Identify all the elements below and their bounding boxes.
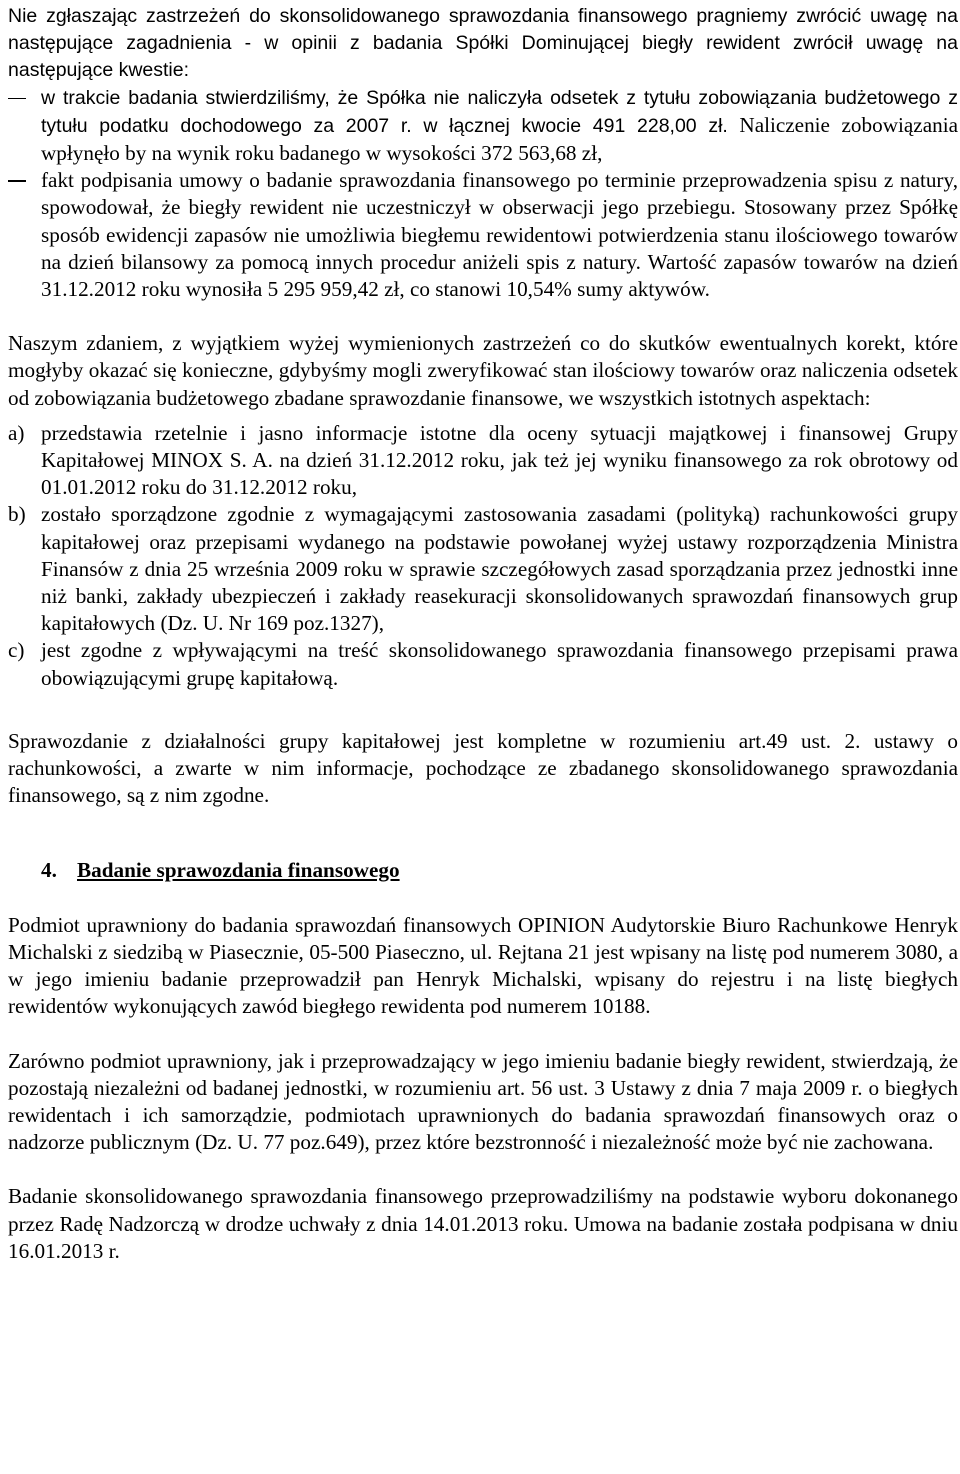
independence-paragraph: Zarówno podmiot uprawniony, jak i przeprowadzający w jego imieniu badanie biegły rewident, stwierdzają, że pozostają niezależni od badanej jednostki, w rozumieniu art. 56 ust. 3 Ustawy z dnia 7 maja 2009 r. o biegłych rewidentach i ich samorządzie, podmiotach uprawnionych do badania sprawozdań finansowych oraz o nadzorze publicznym (Dz. U. 77 poz.649), przez które bezstronność i niezależność może być nie zachowana. — [8, 1048, 958, 1155]
section-heading — [8, 857, 958, 884]
opinion-intro: Naszym zdaniem, z wyjątkiem wyżej wymienionych zastrzeżeń co do skutków ewentualnych korekt, które mogłyby okazać się konieczne, gdybyśmy mogli zweryfikować stan ilościowy towarów oraz naliczenia odsetek od zobowiązania budżetowego zbadane sprawozdanie finansowe, we wszystkich istotnych aspektach: — [8, 331, 958, 410]
list-marker: a) — [8, 420, 25, 445]
reservation-1-serif-text: Naliczenie zobowiązania wpłynęło by na wynik roku badanego w wysokości 372 563,68 zł, — [41, 112, 958, 166]
dash-bullet-icon — [8, 98, 26, 100]
list-item — [8, 420, 958, 502]
list-marker: b) — [8, 502, 26, 527]
reservation-2-text: fakt podpisania umowy o badanie sprawozdania finansowego po terminie przeprowadzenia spisu z natury, spowodował, że biegły rewident nie uczestniczył w obserwacji jego przebiegu. Stosowany przez Spółkę sposób ewidencji zapasów nie umożliwia biegłemu rewidentowi potwierdzenia stanu ilościowego towarów na dzień bilansowy za pomocą innych procedur aniżeli spis z natury. Wartość zapasów towarów na dzień 31.12.2012 roku wynosiła 5 295 959,42 zł, co stanowi 10,54% sumy aktywów. — [41, 168, 958, 302]
opinion-item-a-text: przedstawia rzetelnie i jasno informacje istotne dla oceny sytuacji majątkowej i finansowej Grupy Kapitałowej MINOX S. A. na dzień 31.12.2012 roku, jak też jej wyniku finansowego za rok obrotowy od 01.01.2012 roku do 31.12.2012 roku, — [41, 420, 958, 500]
opinion-list — [8, 420, 958, 692]
activity-report-paragraph: Sprawozdanie z działalności grupy kapitałowej jest kompletne w rozumieniu art.49 ust. 2. ustawy o rachunkowości, a zwarte w nim informacje, pochodzące ze zbadanego skonsolidowanego sprawozdania finansowego, są z nim zgodne. — [8, 728, 958, 808]
engagement-paragraph: Badanie skonsolidowanego sprawozdania finansowego przeprowadziliśmy na podstawie wyboru dokonanego przez Radę Nadzorczą w drodze uchwały z dnia 14.01.2013 roku. Umowa na badanie została podpisana w dniu 16.01.2013 r. — [8, 1184, 958, 1263]
opinion-item-c-text: jest zgodne z wpływającymi na treść skonsolidowanego sprawozdania finansowego przepisami prawa obowiązującymi grupę kapitałową. — [41, 638, 958, 690]
reservations-list — [8, 85, 958, 304]
reservation-1-sans-text: w trakcie badania stwierdziliśmy, że Spółka nie naliczyła odsetek z tytułu zobowiązania budżetowego z tytułu podatku dochodowego za 2007 r. w łącznej kwocie 491 228,00 zł. — [41, 86, 958, 137]
section-number: 4. — [41, 858, 57, 883]
list-marker: c) — [8, 638, 25, 663]
list-item — [8, 167, 958, 303]
dash-bullet-icon — [8, 180, 26, 182]
reservations-intro: Nie zgłaszając zastrzeżeń do skonsolidowanego sprawozdania finansowego pragniemy zwrócić uwagę na następujące zagadnienia - w opinii z badania Spółki Dominującej biegły rewident zwrócił uwagę na następujące kwestie: — [8, 5, 958, 82]
auditor-paragraph: Podmiot uprawniony do badania sprawozdań finansowych OPINION Audytorskie Biuro Rachunkowe Henryk Michalski z siedzibą w Piasecznie, 05-500 Piaseczno, ul. Rejtana 21 jest wpisany na listę pod numerem 3080, a w jego imieniu badanie przeprowadził pan Henryk Michalski, wpisany do rejestru i na listę biegłych rewidentów wykonujących zawód biegłego rewidenta pod numerem 10188. — [8, 912, 958, 1019]
section-title: Badanie sprawozdania finansowego — [77, 858, 400, 883]
opinion-item-b-text: zostało sporządzone zgodnie z wymagającymi zastosowania zasadami (polityką) rachunkowości grupy kapitałowej oraz przepisami wydanego na podstawie powołanej wyżej ustawy rozporządzenia Ministra Finansów z dnia 25 września 2009 roku w sprawie szczegółowych zasad sporządzania przez jednostki inne niż banki, zakłady ubezpieczeń i zakłady reasekuracji skonsolidowanych sprawozdań finansowych grup kapitałowych (Dz. U. Nr 169 poz.1327), — [41, 502, 958, 636]
list-item — [8, 85, 958, 168]
document-page — [8, 3, 958, 1265]
list-item — [8, 501, 958, 637]
list-item — [8, 637, 958, 691]
